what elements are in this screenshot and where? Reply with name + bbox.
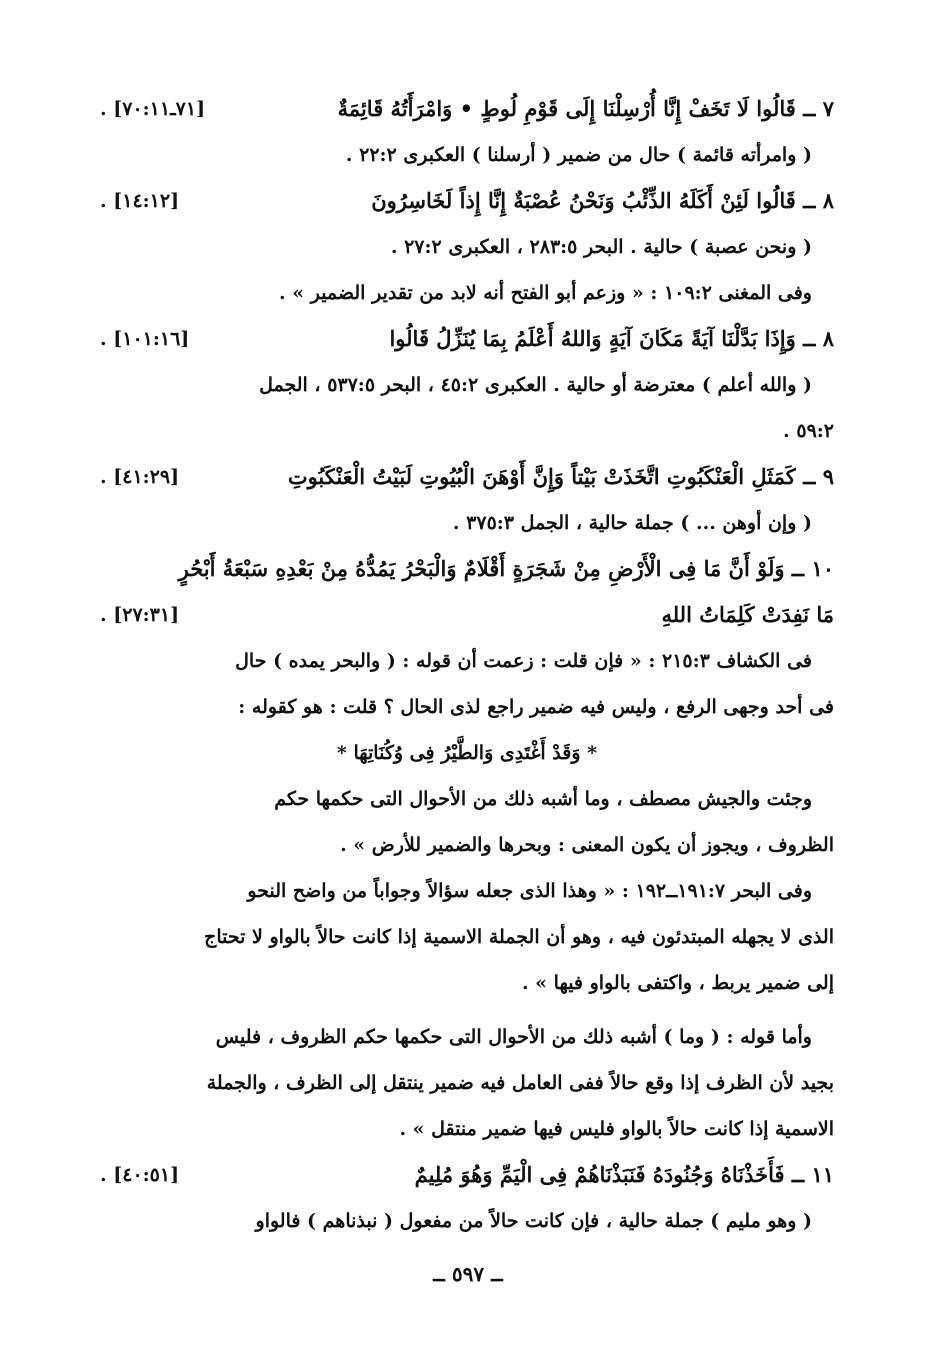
line-text: ٨ ــ وَإِذَا بَدَّلْنَا آيَةً مَكَانَ آيَةٍ وَاللهُ أَعْلَمُ بِمَا يُنَزِّلُ قَالُوا — [389, 326, 834, 351]
text-line — [100, 868, 834, 914]
text-line — [100, 1198, 834, 1244]
text-line — [100, 684, 834, 730]
line-text: ٨ ــ قَالُوا لَئِنْ أَكَلَهُ الذِّئْبُ وَنَحْنُ عُصْبَةٌ إِنَّا إِذاً لَخَاسِرُونَ — [371, 188, 834, 213]
text-line — [100, 270, 834, 316]
text-line — [100, 1060, 834, 1106]
line-text: مَا نَفِدَتْ كَلِمَاتُ اللهِ — [661, 602, 834, 627]
text-line — [100, 638, 834, 684]
text-line — [100, 408, 834, 454]
verse-reference: [١٤:١٢] . — [100, 190, 180, 212]
verse-reference: [٢٧:٣١] . — [100, 604, 180, 626]
line-text: ٥٩:٢ . — [783, 420, 834, 442]
line-text: وفى البحر ١٩١:٧ــ١٩٢ : « وهذا الذى جعله سؤالاً وجواباً من واضح النحو — [247, 880, 812, 902]
text-line — [100, 1014, 834, 1060]
line-text: ٩ ــ كَمَثَلِ الْعَنْكَبُوتِ اتَّخَذَتْ بَيْتاً وَإِنَّ أَوْهَنَ الْبُيُوتِ لَبَيْتُ الْعَنْكَبُوتِ — [287, 464, 834, 489]
line-text: فى أحد وجهى الرفع ، وليس فيه ضمير راجع لذى الحال ؟ قلت : هو كقوله : — [238, 696, 834, 718]
line-text: ( وهو مليم ) جملة حالية ، فإن كانت حالاً من مفعول ( نبذناهم ) فالواو — [255, 1210, 812, 1232]
text-line — [100, 132, 834, 178]
verse-line — [100, 316, 834, 362]
text-line — [100, 822, 834, 868]
line-text: * وَقَدْ أَغْتَدِى وَالطَّيْرُ فِى وُكُنَاتِهَا * — [336, 742, 598, 764]
text-line — [100, 776, 834, 822]
text-line — [100, 224, 834, 270]
line-text: الاسمية إذا كانت حالاً بالواو فليس فيها ضمير منتقل » . — [399, 1118, 834, 1140]
verse-line — [100, 454, 834, 500]
line-text: إلى ضمير يربط ، واكتفى بالواو فيها » . — [521, 972, 834, 994]
line-text: وجئت والجيش مصطف ، وما أشبه ذلك من الأحوال التى حكمها حكم — [274, 788, 812, 810]
line-text: وأما قوله : ( وما ) أشبه ذلك من الأحوال التى حكمها حكم الظروف ، فليس — [215, 1026, 812, 1048]
line-text: ( وامرأته قائمة ) حال من ضمير ( أرسلنا ) العكبرى ٢٢:٢ . — [345, 144, 812, 166]
text-line — [100, 1106, 834, 1152]
verse-reference: [٤٠:٥١] . — [100, 1164, 180, 1186]
line-text: ( وإن أوهن ... ) جملة حالية ، الجمل ٣٧٥:٣ . — [452, 512, 812, 534]
verse-reference: [٤١:٢٩] . — [100, 466, 180, 488]
verse-line — [100, 178, 834, 224]
text-line — [100, 500, 834, 546]
text-line — [100, 914, 834, 960]
line-text: الذى لا يجهله المبتدئون فيه ، وهو أن الجملة الاسمية إذا كانت حالاً بالواو لا تحتاج — [204, 926, 834, 948]
line-text: ١١ ــ فَأَخَذْنَاهُ وَجُنُودَهُ فَنَبَذْنَاهُمْ فِى الْيَمِّ وَهُوَ مُلِيمٌ — [414, 1162, 834, 1187]
line-text: فى الكشاف ٢١٥:٣ : « فإن قلت : زعمت أن قوله : ( والبحر يمده ) حال — [235, 650, 812, 672]
text-body — [100, 86, 834, 1244]
verse-reference: [٧١ـ٧٠:١١] . — [100, 98, 206, 120]
line-text: ( والله أعلم ) معترضة أو حالية . العكبرى ٤٥:٢ ، البحر ٥٣٧:٥ ، الجمل — [259, 374, 812, 396]
paragraph-gap — [100, 1006, 834, 1014]
verse-line — [100, 546, 834, 592]
line-text: ١٠ ــ وَلَوْ أَنَّ مَا فِى الْأَرْضِ مِنْ شَجَرَةٍ أَقْلَامٌ وَالْبَحْرُ يَمُدُّهُ مِنْ بَعْدِهِ سَبْعَةُ أَبْحُرٍ — [178, 556, 834, 581]
line-text: وفى المغنى ١٠٩:٢ : « وزعم أبو الفتح أنه لابد من تقدير الضمير » . — [279, 282, 812, 304]
text-line — [100, 960, 834, 1006]
verse-line — [100, 86, 834, 132]
verse-line — [100, 1152, 834, 1198]
line-text: ( ونحن عصبة ) حالية . البحر ٢٨٣:٥ ، العكبرى ٢٧:٢ . — [390, 236, 812, 258]
verse-line — [100, 592, 834, 638]
verse-reference: [١٠١:١٦] . — [100, 328, 190, 350]
page-number: ــ ٥٩٧ ــ — [433, 1262, 503, 1286]
line-text: الظروف ، ويجوز أن يكون المعنى : وبحرها والضمير للأرض » . — [340, 834, 834, 856]
text-line — [100, 730, 834, 776]
line-text: بجيد لأن الظرف إذا وقع حالاً ففى العامل فيه ضمير ينتقل إلى الظرف ، والجملة — [206, 1072, 834, 1094]
text-line — [100, 362, 834, 408]
line-text: ٧ ــ قَالُوا لَا تَخَفْ إِنَّا أُرْسِلْنَا إِلَى قَوْمِ لُوطٍ • وَامْرَأَتُهُ قَائِمَةٌ — [337, 96, 834, 121]
